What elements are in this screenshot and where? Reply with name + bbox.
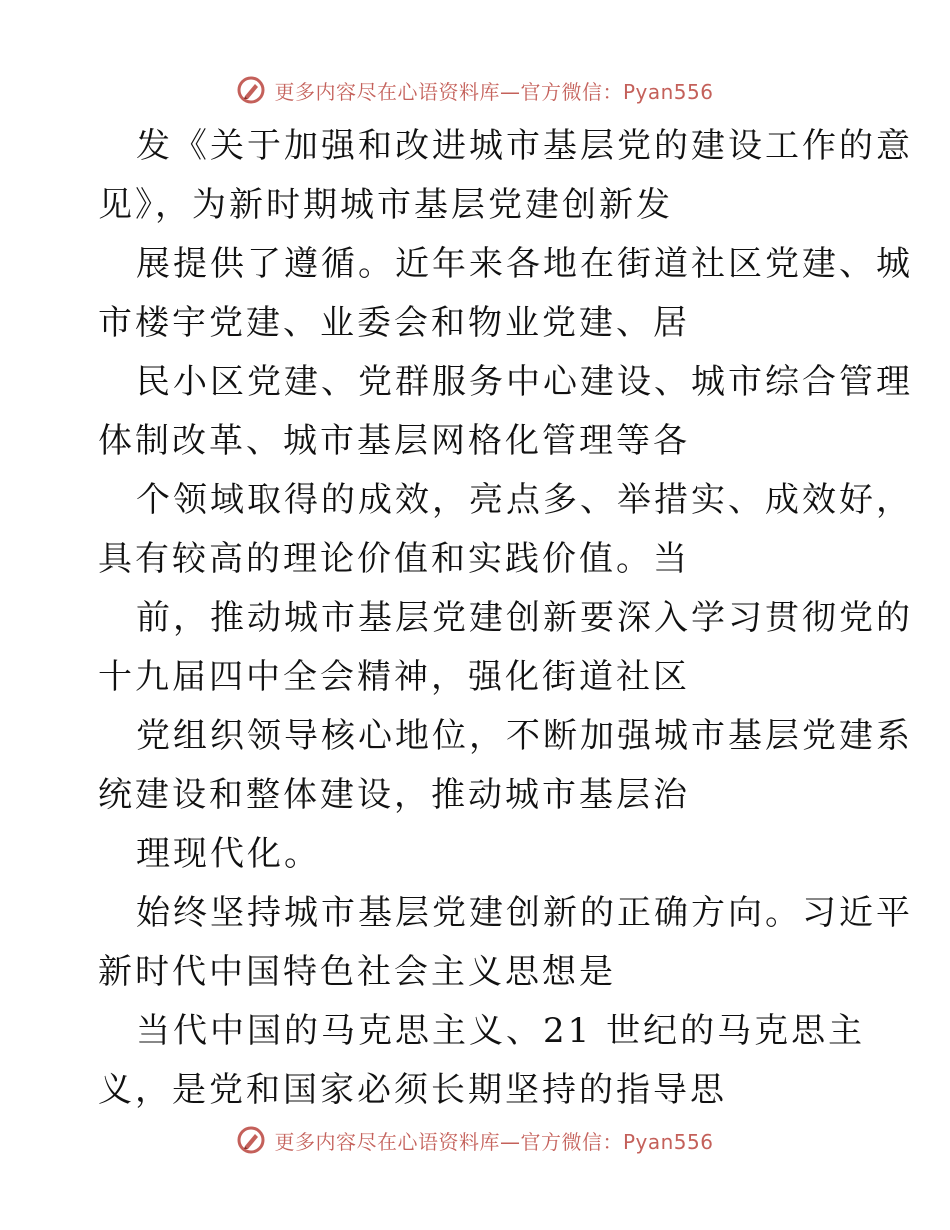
text-line: 展提供了遵循。近年来各地在街道社区党建、城	[136, 244, 913, 284]
text-line: 民小区党建、党群服务中心建设、城市综合管理	[136, 362, 913, 402]
text-line: 见》，为新时期城市基层党建创新发	[98, 185, 673, 225]
header-watermark	[0, 70, 950, 110]
text-line: 统建设和整体建设，推动城市基层治	[98, 775, 690, 815]
text-line: 十九届四中全会精神，强化街道社区	[98, 657, 690, 697]
text-line: 当代中国的马克思主义、21 世纪的马克思主	[136, 1011, 866, 1051]
text-line: 新时代中国特色社会主义思想是	[98, 952, 616, 992]
text-line: 个领域取得的成效，亮点多、举措实、成效好，	[136, 480, 913, 520]
footer-watermark	[0, 1120, 950, 1160]
text-line: 始终坚持城市基层党建创新的正确方向。习近平	[136, 893, 913, 933]
text-line: 党组织领导核心地位，不断加强城市基层党建系	[136, 716, 913, 756]
text-line: 具有较高的理论价值和实践价值。当	[98, 539, 690, 579]
pen-logo-icon	[236, 75, 266, 105]
pen-logo-icon	[236, 1125, 266, 1155]
watermark-text: 更多内容尽在心语资料库—官方微信：Pyan556	[274, 1129, 714, 1154]
text-line: 市楼宇党建、业委会和物业党建、居	[98, 303, 690, 343]
text-line: 理现代化。	[136, 834, 321, 874]
watermark-text: 更多内容尽在心语资料库—官方微信：Pyan556	[274, 79, 714, 104]
text-line: 体制改革、城市基层网格化管理等各	[98, 421, 690, 461]
text-line: 前，推动城市基层党建创新要深入学习贯彻党的	[136, 598, 913, 638]
text-line: 义，是党和国家必须长期坚持的指导思	[98, 1070, 727, 1110]
text-line: 发《关于加强和改进城市基层党的建设工作的意	[136, 126, 913, 166]
